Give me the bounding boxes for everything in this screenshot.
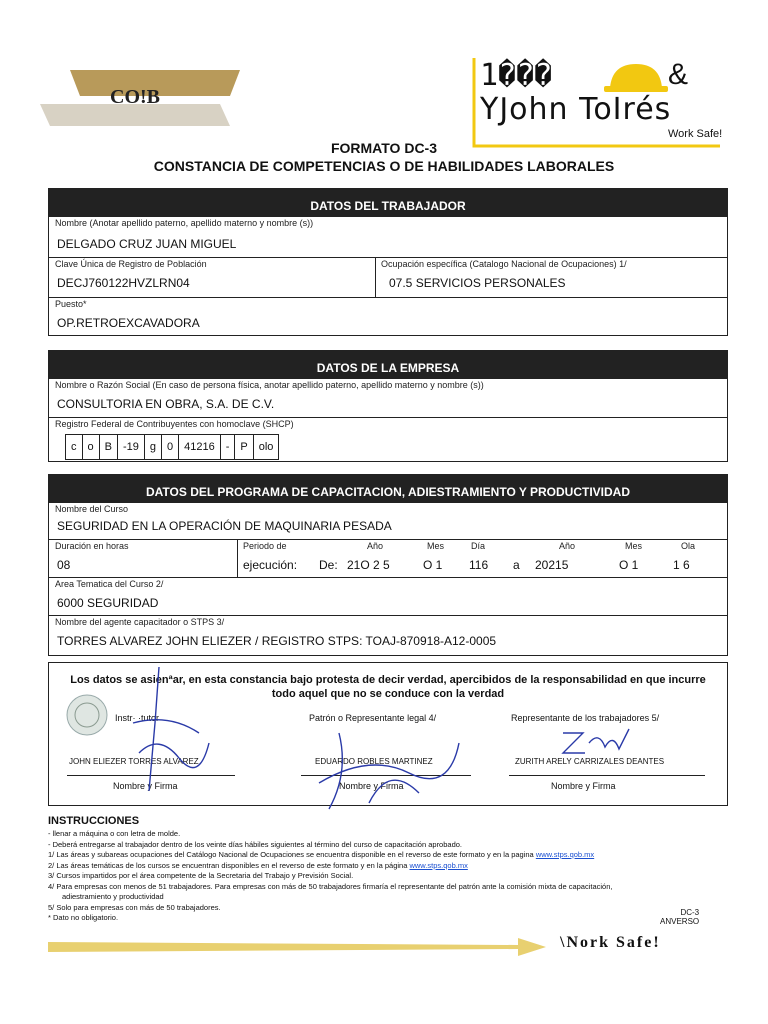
employer-sign-label: Nombre y Firma [339,781,404,791]
duration-divider [237,540,238,577]
rfc-cell[interactable]: o [83,435,100,459]
duration-value[interactable]: 08 [57,558,71,572]
curp-divider [375,258,376,297]
rfc-cell[interactable]: 41216 [179,435,221,459]
course-value[interactable]: SEGURIDAD EN LA OPERACIÓN DE MAQUINARIA PESADA [57,519,392,533]
instructions-list [48,829,728,924]
signature-section [48,662,728,806]
instructor-name: JOHN ELIEZER TORRES ALVAREZ [69,757,199,766]
instruction-line: 5/ Solo para empresas con más de 50 trabajadores. [48,902,221,912]
company-section [48,350,728,462]
area-value[interactable]: 6000 SEGURIDAD [57,596,159,610]
worker-section [48,188,728,336]
stps-link[interactable]: www.stps.qob.mx [409,860,468,870]
rfc-cell[interactable]: B [100,435,118,459]
form-title: FORMATO DC-3 [330,140,438,156]
duration-label: Duración en horas [55,541,129,551]
from-year-value[interactable]: 21O 2 5 [347,558,390,572]
course-row [49,503,727,539]
worker-curp-row [49,257,727,297]
employer-name: EDUARDO ROBLES MARTINEZ [315,757,433,766]
program-section-header: DATOS DEL PROGRAMA DE CAPACITACION, ADIESTRAMIENTO Y PRODUCTIVIDAD [49,475,727,503]
footer-arrow-icon [48,936,548,958]
rfc-cell[interactable]: P [235,435,253,459]
instructor-caption: Instr· ·tutor [115,713,160,723]
footer-slogan: \Nork Safe! [560,934,661,951]
position-label: Puesto* [55,299,87,309]
worker-position-row [49,297,727,335]
rfc-cell[interactable]: c [66,435,83,459]
to-month-label: Mes [625,541,643,551]
form-side-text: ANVERSO [660,917,700,926]
declaration-text: Los datos se asienªar, en esta constancia bajo protesta de decir verdad, apercibidos de la responsabilidad en que incurre todo aquel que no se conduce con la verdad [70,674,706,700]
instruction-line: 3/ Cursos impartidos por el área competente de la Secretaria del Trabajo y Previsión Social. [48,871,354,880]
instruction-line-with-link [48,850,728,861]
instruction-line: - llenar a máquina o con letra de molde. [48,829,181,838]
from-month-label: Mes [427,541,445,551]
form-code-text: DC-3 [680,908,700,917]
workers-sign-line [509,775,705,776]
period-label: Periodo de [243,541,287,551]
instructions-title: INSTRUCCIONES [48,815,140,827]
company-name-label: Nombre o Razón Social (En caso de persona física, anotar apellido paterno, apellido materno y nombre (s)) [55,380,484,390]
form-code [660,908,699,926]
instruction-line: adiestramiento y productividad [62,892,164,901]
to-label: a [513,558,520,572]
worker-section-header: DATOS DEL TRABAJADOR [49,189,727,217]
to-year-value[interactable]: 20215 [535,558,569,572]
course-label: Nombre del Curso [55,504,129,514]
company-section-header: DATOS DE LA EMPRESA [49,351,727,379]
occupation-value[interactable]: 07.5 SERVICIOS PERSONALES [389,276,566,290]
logo-right-line2: YJohn ToIrés [480,92,672,127]
instruction-line: - Deberá entregarse al trabajador dentro de los veinte días hábiles siguientes al término del curso de capacitación aprobado. [48,839,463,849]
instruction-line: * Dato no obligatorio. [48,913,119,922]
from-day-value[interactable]: 116 [469,558,489,572]
workers-caption: Representante de los trabajadores 5/ [511,713,660,723]
from-day-label: Día [471,541,486,551]
curp-value[interactable]: DECJ760122HVZLRN04 [57,276,190,290]
logo-left-text: CO!B [110,86,160,108]
program-section [48,474,728,656]
rfc-cell[interactable]: - [221,435,236,459]
company-name-row [49,379,727,417]
worker-name-value[interactable]: DELGADO CRUZ JUAN MIGUEL [57,237,237,251]
employer-caption: Patrón o Representante legal 4/ [309,713,437,723]
stps-link[interactable]: www.stps.qob.mx [535,850,595,859]
employer-signature [309,713,469,813]
workers-rep-name: ZURITH ARELY CARRIZALES DEANTES [515,757,665,766]
agent-value[interactable]: TORRES ALVAREZ JOHN ELIEZER / REGISTRO STPS: TOAJ-870918-A12-0005 [57,634,497,648]
instruction-line: 4/ Para empresas con menos de 51 trabajadores. Para empresas con más de 50 trabajadores firmaría el representante del patrón ante la comisión mixta de capacitación, [48,881,613,891]
instruction-line-with-link [48,861,728,872]
area-label: Area Tematica del Curso 2/ [55,579,164,589]
occupation-label: Ocupación específica (Catalogo Nacional de Ocupaciones) 1/ [381,259,627,269]
logo-right-line1: 1��� [480,58,553,93]
company-rfc-row [49,417,727,461]
instructor-sign-label: Nombre y Firma [113,781,178,791]
area-row [49,577,727,615]
company-name-value[interactable]: CONSULTORIA EN OBRA, S.A. DE C.V. [57,397,275,411]
instruction-text: 2/ Las áreas temáticas de los cursos se encuentran disponibles en el reverso de este formato y en la página [48,860,408,870]
worker-name-label: Nombre (Anotar apellido paterno, apellido materno y nombre (s)) [55,218,314,228]
from-label: De: [319,558,338,572]
worker-name-row [49,217,727,257]
logo-right-amp: & [668,58,689,91]
workers-signature [559,723,639,763]
rfc-cell[interactable]: 0 [162,435,179,459]
form-subtitle: CONSTANCIA DE COMPETENCIAS O DE HABILIDADES LABORALES [153,158,615,174]
rfc-boxes [65,434,279,460]
rfc-cell[interactable]: olo [258,441,274,453]
logo-right-tagline: Work Safe! [668,128,723,140]
instructor-signature [89,663,239,803]
curp-label: Clave Única de Registro de Población [55,259,207,269]
rfc-cell[interactable]: g [145,435,162,459]
duration-row [49,539,727,577]
from-month-value[interactable]: O 1 [423,558,443,572]
rfc-label: Registro Federal de Contribuyentes con homoclave (SHCP) [55,419,294,429]
to-day-label: Ola [681,541,696,551]
agent-row [49,615,727,655]
from-year-label: Año [367,541,384,551]
to-month-value[interactable]: O 1 [619,558,639,572]
rfc-cell[interactable]: -19 [118,435,145,459]
to-day-value[interactable]: 1 6 [673,558,690,572]
position-value[interactable]: OP.RETROEXCAVADORA [57,316,200,330]
workers-sign-label: Nombre y Firma [551,781,616,791]
agent-label: Nombre del agente capacitador o STPS 3/ [55,617,225,627]
to-year-label: Año [559,541,576,551]
instruction-text: 1/ Las áreas y subareas ocupaciones del Catálogo Nacional de Ocupaciones se encuentra disponible en el reverso de este formato y en la pagina [48,850,534,859]
period-label-2: ejecución: [243,558,298,572]
